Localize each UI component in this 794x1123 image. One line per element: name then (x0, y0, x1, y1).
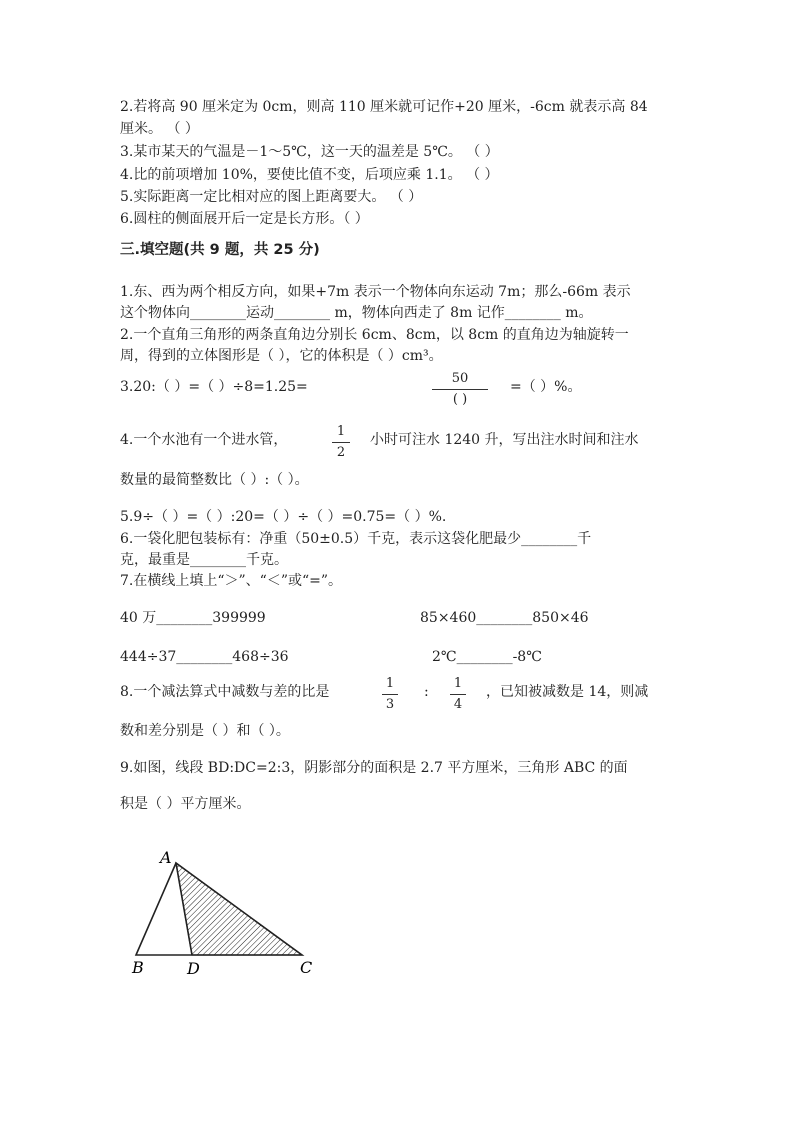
fraction-bar (332, 442, 350, 443)
fill-q7: 7.在横线上填上“＞”、“＜”或“=”。 (120, 573, 343, 589)
fill-q9-line2: 积是（ ）平方厘米。 (120, 796, 251, 812)
fill-q1-line2: 这个物体向________运动________ m，物体向西走了 8m 记作________ m。 (120, 305, 593, 321)
fill-q1-line1: 1.东、西为两个相反方向，如果+7m 表示一个物体向东运动 7m；那么-66m 表示 (120, 284, 631, 300)
label-c: C (300, 958, 313, 977)
fill-q6-line1: 6.一袋化肥包装标有：净重（50±0.5）千克，表示这袋化肥最少________千 (120, 531, 592, 547)
judge-q2-line1: 2.若将高 90 厘米定为 0cm，则高 110 厘米就可记作+20 厘米，-6cm 就表示高 84 (120, 99, 648, 115)
fraction-numerator: 1 (453, 676, 463, 691)
fill-q7-c: 444÷37________468÷36 (120, 649, 289, 665)
fraction-bar (432, 389, 488, 390)
fraction-numerator: 1 (385, 676, 395, 691)
fraction-bar (450, 694, 466, 695)
fill-q7-d: 2℃________-8℃ (432, 649, 542, 665)
fraction-bar (382, 694, 398, 695)
fraction-denominator: 3 (385, 697, 395, 712)
fraction-denominator: 4 (453, 697, 463, 712)
label-b: B (132, 958, 144, 977)
fill-q6-line2: 克，最重是________千克。 (120, 552, 288, 568)
fill-q8-line2: 数和差分别是（ ）和（ ）。 (120, 723, 290, 739)
judge-q6: 6.圆柱的侧面展开后一定是长方形。（ ） (120, 211, 369, 227)
fill-q8-right: ，已知被减数是 14，则减 (486, 684, 649, 700)
fill-q7-b: 85×460________850×46 (420, 610, 589, 626)
section-title: 三.填空题(共 9 题，共 25 分) (120, 242, 320, 258)
fill-q5: 5.9÷（ ）=（ ）:20=（ ）÷（ ）=0.75=（ ）%. (120, 509, 447, 525)
fill-q4-left: 4.一个水池有一个进水管， (120, 432, 288, 448)
fill-q4-right: 小时可注水 1240 升，写出注水时间和注水 (370, 432, 639, 448)
label-d: D (187, 959, 200, 978)
fill-q8-left: 8.一个减法算式中减数与差的比是 (120, 684, 330, 700)
triangle-figure (120, 845, 330, 980)
fill-q4-line2: 数量的最简整数比（ ）:（ ）。 (120, 472, 309, 488)
fill-q2-line2: 周，得到的立体图形是（ ），它的体积是（ ）cm³。 (120, 348, 443, 364)
judge-q5: 5.实际距离一定比相对应的图上距离要大。 （ ） (120, 189, 423, 205)
fraction-denominator: ( ) (452, 392, 468, 407)
fill-q2-line1: 2.一个直角三角形的两条直角边分别长 6cm、8cm，以 8cm 的直角边为轴旋转一 (120, 327, 629, 343)
fill-q4-fraction (332, 424, 350, 461)
label-a: A (160, 848, 172, 867)
fill-q8-fraction-2 (450, 676, 466, 713)
judge-q2-line2: 厘米。 （ ） (120, 121, 199, 137)
fill-q9-line1: 9.如图，线段 BD:DC=2:3，阴影部分的面积是 2.7 平方厘米，三角形 ABC 的面 (120, 760, 628, 776)
fill-q3-fraction (432, 371, 488, 408)
fill-q3-right: =（ ）%。 (510, 379, 582, 395)
judge-q4: 4.比的前项增加 10%，要使比值不变，后项应乘 1.1。 （ ） (120, 167, 499, 183)
fraction-denominator: 2 (336, 445, 346, 460)
fill-q3-left: 3.20:（ ）=（ ）÷8=1.25= (120, 379, 308, 395)
fraction-numerator: 1 (336, 424, 346, 439)
fill-q7-a: 40 万________399999 (120, 610, 266, 626)
judge-q3: 3.某市某天的气温是－1～5℃，这一天的温差是 5℃。 （ ） (120, 144, 499, 160)
fill-q8-colon: : (424, 684, 429, 700)
fraction-numerator: 50 (451, 371, 469, 386)
fill-q8-fraction-1 (382, 676, 398, 713)
